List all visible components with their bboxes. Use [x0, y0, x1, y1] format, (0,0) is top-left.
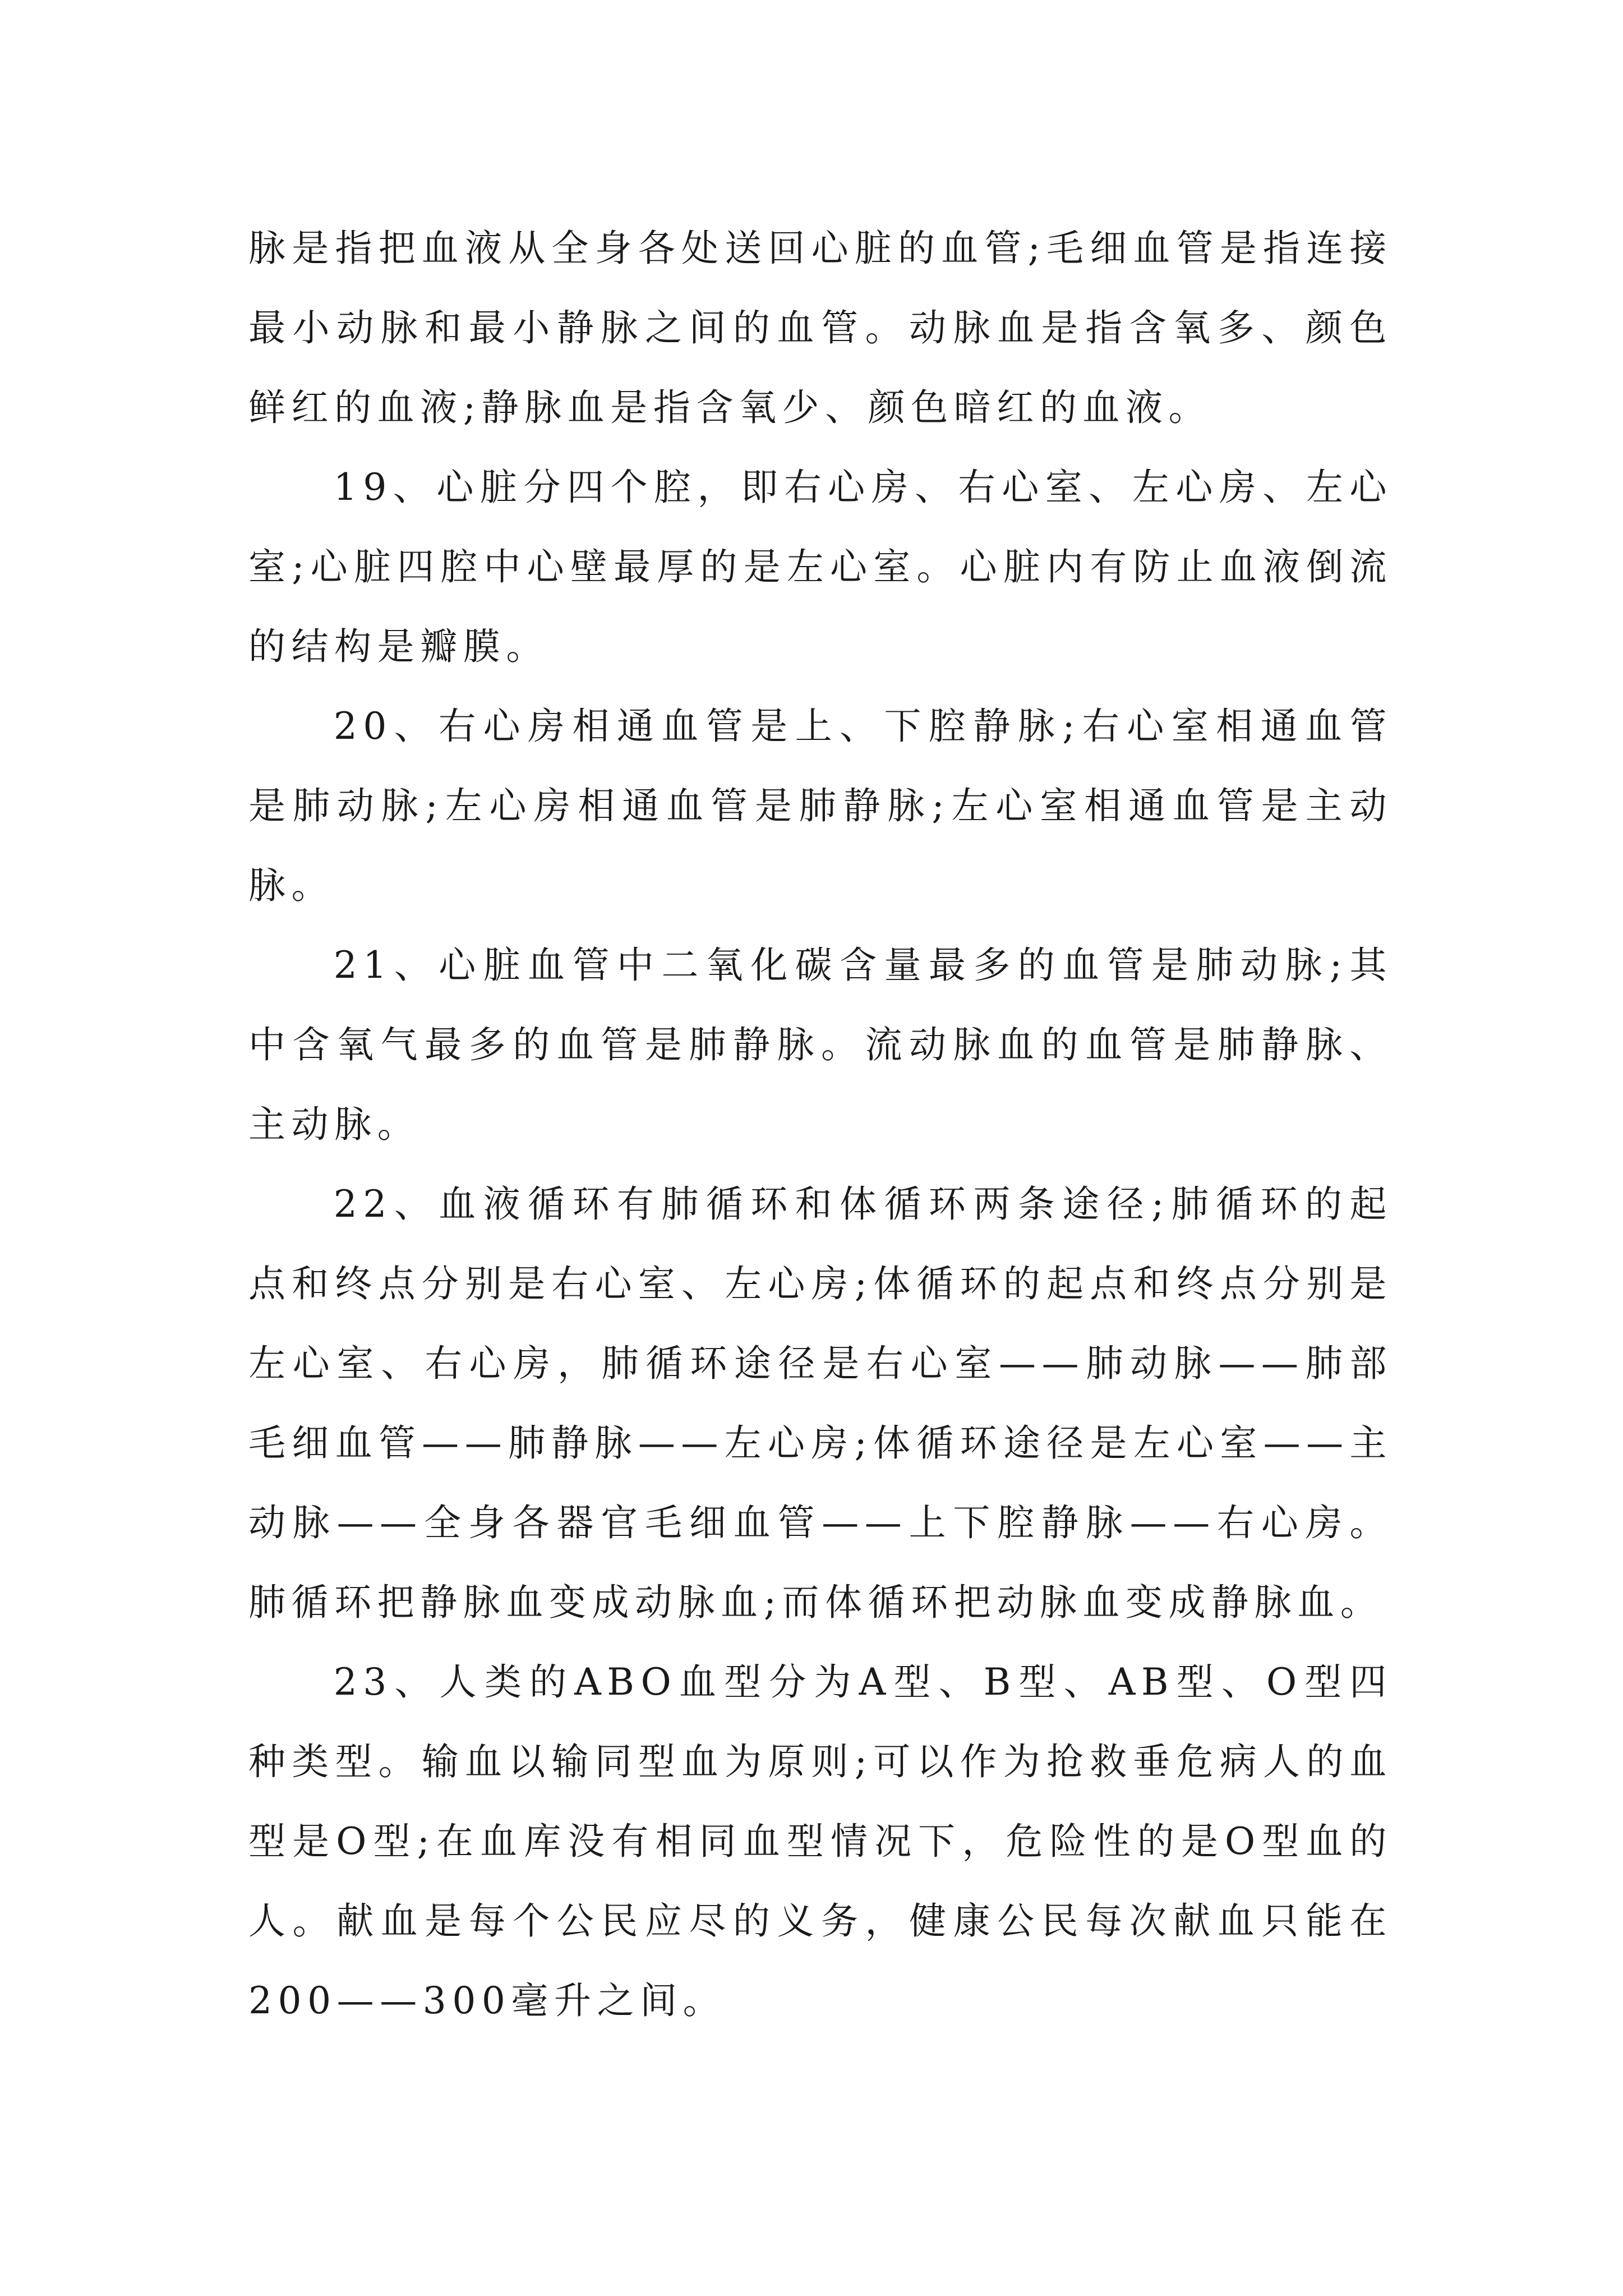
paragraph-22: 22、血液循环有肺循环和体循环两条途径;肺循环的起点和终点分别是右心室、左心房;体循环的起点和终点分别是左心室、右心房，肺循环途径是右心室——肺动脉——肺部毛细血管——肺静脉——左心房;体循环途径是左心室——主动脉——全身各器官毛细血管——上下腔静脉——右心房。肺循环把静脉血变成动脉血;而体循环把动脉血变成静脉血。 [248, 1182, 1393, 1624]
document-body [248, 209, 1393, 2041]
paragraph-19: 19、心脏分四个腔，即右心房、右心室、左心房、左心室;心脏四腔中心壁最厚的是左心室。心脏内有防止血液倒流的结构是瓣膜。 [248, 466, 1393, 668]
paragraph-20: 20、右心房相通血管是上、下腔静脉;右心室相通血管是肺动脉;左心房相通血管是肺静脉;左心室相通血管是主动脉。 [248, 705, 1393, 907]
paragraph-continued: 脉是指把血液从全身各处送回心脏的血管;毛细血管是指连接最小动脉和最小静脉之间的血管。动脉血是指含氧多、颜色鲜红的血液;静脉血是指含氧少、颜色暗红的血液。 [248, 227, 1393, 429]
paragraph-21: 21、心脏血管中二氧化碳含量最多的血管是肺动脉;其中含氧气最多的血管是肺静脉。流动脉血的血管是肺静脉、主动脉。 [248, 944, 1393, 1146]
paragraph-23: 23、人类的ABO血型分为A型、B型、AB型、O型四种类型。输血以输同型血为原则;可以作为抢救垂危病人的血型是O型;在血库没有相同血型情况下，危险性的是O型血的人。献血是每个公民应尽的义务，健康公民每次献血只能在200——300毫升之间。 [248, 1660, 1393, 2022]
